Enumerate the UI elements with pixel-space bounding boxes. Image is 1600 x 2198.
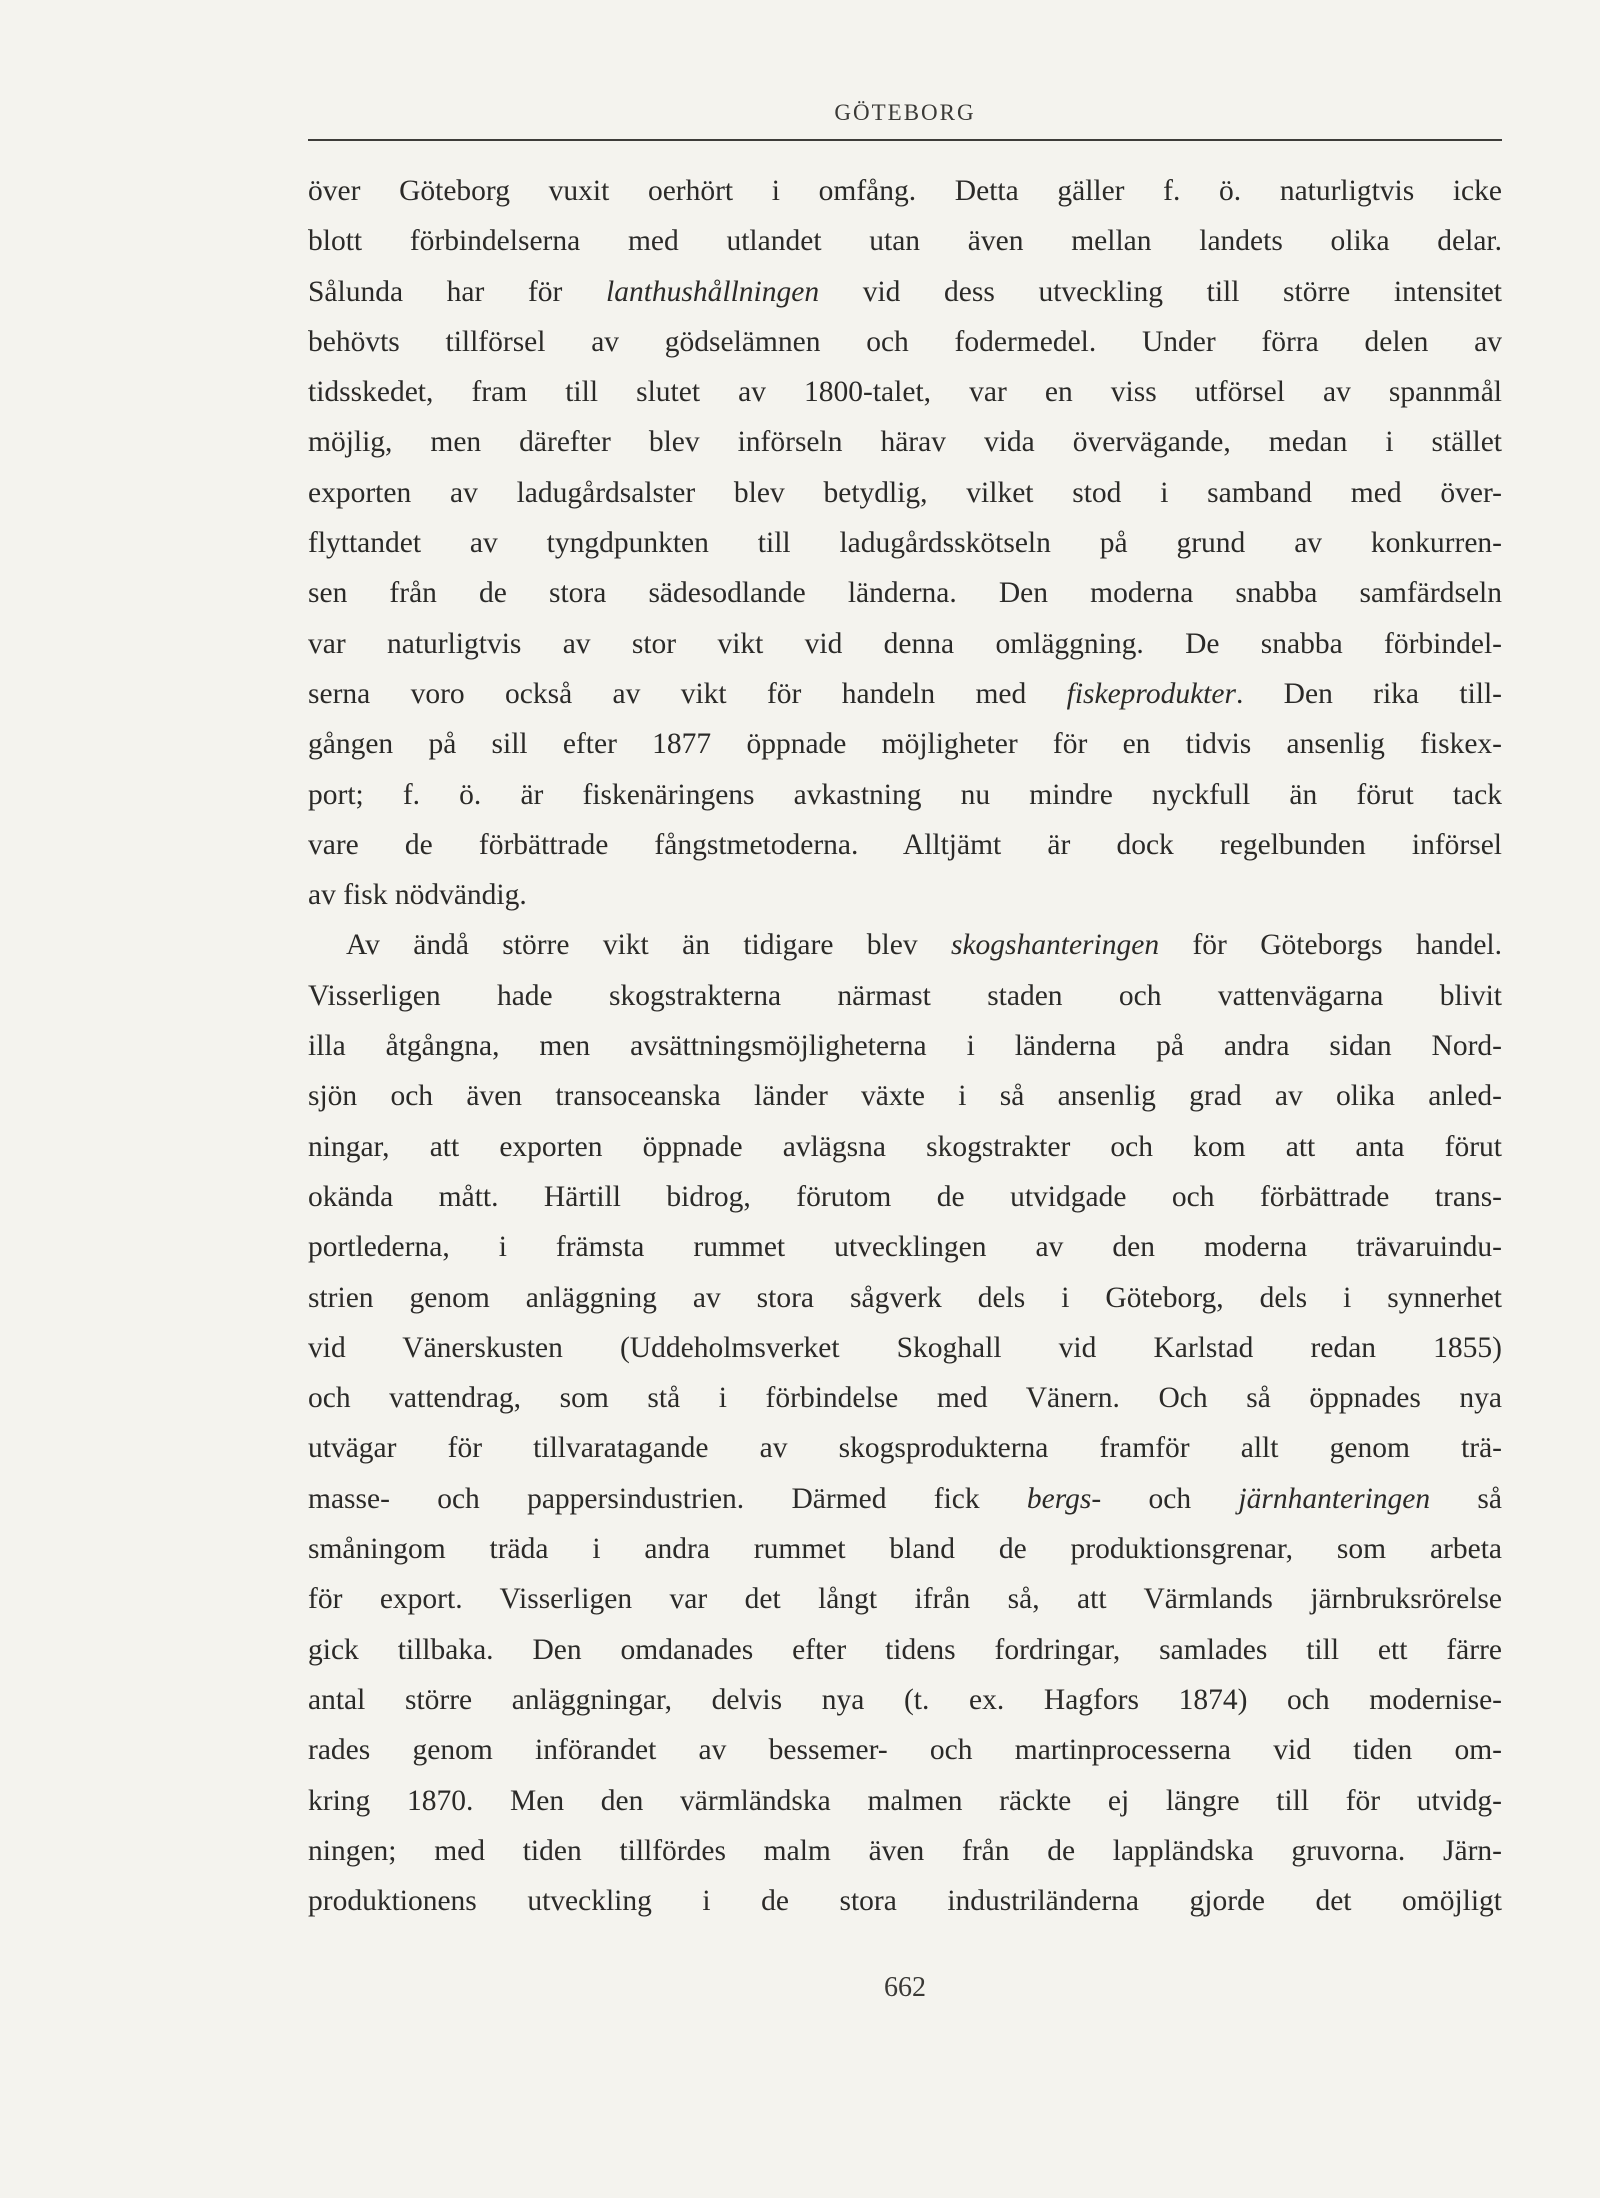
- text-run: port; f. ö. är fiskenäringens avkastning nu mindre nyckfull än förut tack: [308, 778, 1502, 811]
- text-line: [308, 1071, 1502, 1121]
- text-line: [308, 820, 1502, 870]
- text-run: utvägar för tillvaratagande av skogsprodukterna framför allt genom trä-: [308, 1432, 1502, 1465]
- text-line: [308, 920, 1502, 970]
- text-run: ningen; med tiden tillfördes malm även från de lappländska gruvorna. Järn-: [308, 1834, 1502, 1867]
- text-line: [308, 1524, 1502, 1574]
- text-line: [308, 1725, 1502, 1775]
- text-run: behövts tillförsel av gödselämnen och fodermedel. Under förra delen av: [308, 325, 1502, 358]
- body-text: [308, 166, 1502, 1926]
- text-run: kring 1870. Men den värmländska malmen räckte ej längre till för utvidg-: [308, 1784, 1502, 1817]
- text-line: [308, 1172, 1502, 1222]
- text-run: och: [1101, 1482, 1239, 1515]
- text-line: [308, 770, 1502, 820]
- text-line: [308, 1222, 1502, 1272]
- text-line: [308, 317, 1502, 367]
- text-run: flyttandet av tyngdpunkten till ladugårdsskötseln på grund av konkurren-: [308, 527, 1502, 560]
- text-run: vid Vänerskusten (Uddeholmsverket Skoghall vid Karlstad redan 1855): [308, 1331, 1502, 1364]
- italic-term: bergs-: [1026, 1482, 1102, 1515]
- text-line: [308, 1122, 1502, 1172]
- text-run: strien genom anläggning av stora sågverk dels i Göteborg, dels i synnerhet: [308, 1281, 1502, 1314]
- text-run: . Den rika till-: [1235, 677, 1502, 710]
- text-run: rades genom införandet av bessemer- och martinprocesserna vid tiden om-: [308, 1734, 1502, 1767]
- text-run: för export. Visserligen var det långt ifrån så, att Värmlands järnbruksrörelse: [308, 1583, 1502, 1616]
- text-run: så: [1430, 1482, 1502, 1515]
- text-run: småningom träda i andra rummet bland de produktionsgrenar, som arbeta: [308, 1533, 1502, 1566]
- text-run: blott förbindelserna med utlandet utan även mellan landets olika delar.: [308, 225, 1502, 258]
- text-run: serna voro också av vikt för handeln med: [308, 677, 1067, 710]
- text-run: sjön och även transoceanska länder växte i så ansenlig grad av olika anled-: [308, 1080, 1502, 1113]
- italic-term: järnhanteringen: [1238, 1482, 1431, 1515]
- text-line: [308, 216, 1502, 266]
- text-run: antal större anläggningar, delvis nya (t. ex. Hagfors 1874) och modernise-: [308, 1683, 1502, 1716]
- text-line: [308, 1876, 1502, 1926]
- text-run: gången på sill efter 1877 öppnade möjligheter för en tidvis ansenlig fiskex-: [308, 728, 1502, 761]
- running-head: GÖTEBORG: [834, 100, 976, 125]
- text-line: [308, 669, 1502, 719]
- text-line: [308, 1826, 1502, 1876]
- italic-term: fiskeprodukter: [1066, 677, 1236, 710]
- text-run: och vattendrag, som stå i förbindelse med Vänern. Och så öppnades nya: [308, 1382, 1502, 1415]
- text-run: vare de förbättrade fångstmetoderna. Alltjämt är dock regelbunden införsel: [308, 828, 1502, 861]
- text-run: av fisk nödvändig.: [308, 879, 527, 912]
- text-line: [308, 619, 1502, 669]
- text-line: [308, 1021, 1502, 1071]
- text-run: Visserligen hade skogstrakterna närmast staden och vattenvägarna blivit: [308, 979, 1502, 1012]
- text-line: [308, 1323, 1502, 1373]
- header-rule: [308, 139, 1502, 141]
- text-line: [308, 1776, 1502, 1826]
- text-line: [308, 417, 1502, 467]
- text-line: [308, 1423, 1502, 1473]
- text-line: [308, 166, 1502, 216]
- italic-term: lanthushållningen: [606, 275, 820, 308]
- text-run: var naturligtvis av stor vikt vid denna omläggning. De snabba förbindel-: [308, 627, 1502, 660]
- text-run: Av ändå större vikt än tidigare blev: [346, 929, 951, 962]
- text-line: [308, 518, 1502, 568]
- text-run: tidsskedet, fram till slutet av 1800-talet, var en viss utförsel av spannmål: [308, 376, 1502, 409]
- text-line: [308, 568, 1502, 618]
- text-run: Sålunda har för: [308, 275, 607, 308]
- italic-term: skogshanteringen: [950, 929, 1160, 962]
- text-run: gick tillbaka. Den omdanades efter tidens fordringar, samlades till ett färre: [308, 1633, 1502, 1666]
- text-line: [308, 870, 1502, 920]
- text-line: [308, 1373, 1502, 1423]
- text-line: [308, 1675, 1502, 1725]
- text-line: [308, 719, 1502, 769]
- text-line: [308, 267, 1502, 317]
- text-line: [308, 971, 1502, 1021]
- text-run: vid dess utveckling till större intensitet: [819, 275, 1502, 308]
- text-line: [308, 1273, 1502, 1323]
- text-run: masse- och pappersindustrien. Därmed fick: [308, 1482, 1027, 1515]
- text-run: möjlig, men därefter blev införseln härav vida övervägande, medan i stället: [308, 426, 1502, 459]
- text-line: [308, 1574, 1502, 1624]
- text-run: portlederna, i främsta rummet utvecklingen av den moderna trävaruindu-: [308, 1231, 1502, 1264]
- text-run: sen från de stora sädesodlande länderna. Den moderna snabba samfärdseln: [308, 577, 1502, 610]
- text-run: exporten av ladugårdsalster blev betydlig, vilket stod i samband med över-: [308, 476, 1502, 509]
- text-run: över Göteborg vuxit oerhört i omfång. Detta gäller f. ö. naturligtvis icke: [308, 175, 1502, 207]
- text-run: illa åtgångna, men avsättningsmöjligheterna i länderna på andra sidan Nord-: [308, 1030, 1502, 1063]
- text-line: [308, 367, 1502, 417]
- text-run: för Göteborgs handel.: [1159, 929, 1502, 962]
- text-line: [308, 468, 1502, 518]
- text-run: ningar, att exporten öppnade avlägsna skogstrakter och kom att anta förut: [308, 1130, 1502, 1163]
- text-run: produktionens utveckling i de stora industriländerna gjorde det omöjligt: [308, 1885, 1502, 1918]
- text-line: [308, 1474, 1502, 1524]
- page-number: 662: [884, 1972, 926, 2003]
- text-run: okända mått. Härtill bidrog, förutom de utvidgade och förbättrade trans-: [308, 1180, 1502, 1213]
- text-line: [308, 1625, 1502, 1675]
